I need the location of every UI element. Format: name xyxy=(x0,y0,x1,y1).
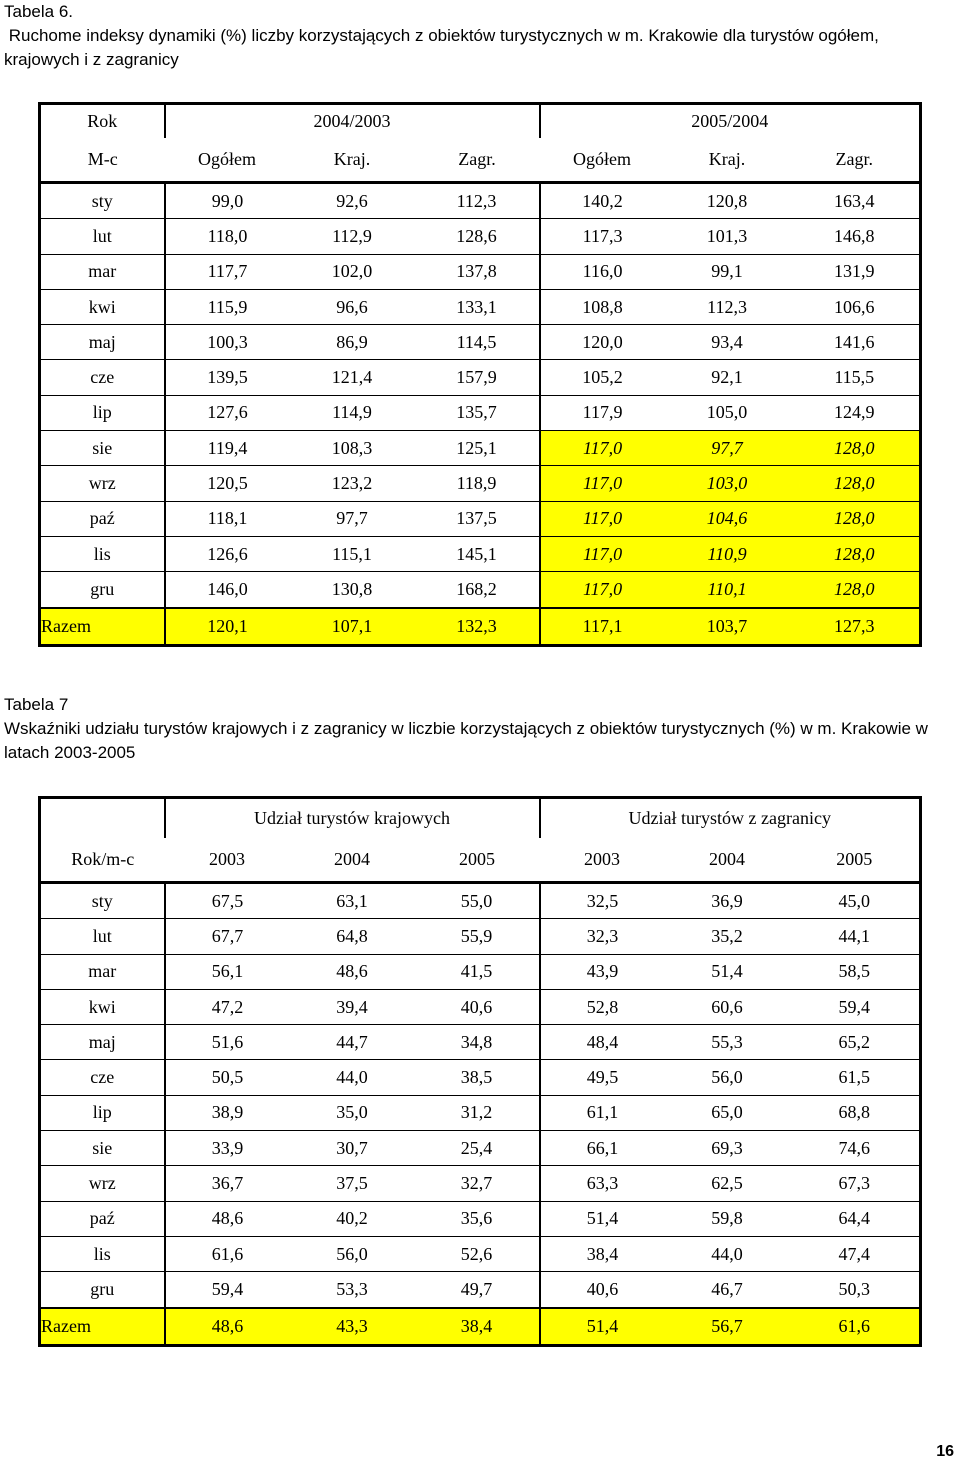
value-cell: 50,5 xyxy=(165,1060,290,1095)
total-value-cell: 103,7 xyxy=(665,608,790,646)
total-value-cell: 132,3 xyxy=(415,608,540,646)
value-cell: 39,4 xyxy=(290,989,415,1024)
value-cell: 97,7 xyxy=(665,431,790,466)
value-cell: 33,9 xyxy=(165,1131,290,1166)
value-cell: 61,5 xyxy=(790,1060,921,1095)
total-value-cell: 120,1 xyxy=(165,608,290,646)
table7-corner xyxy=(40,798,165,839)
value-cell: 112,3 xyxy=(665,289,790,324)
value-cell: 48,6 xyxy=(165,1201,290,1236)
table-row xyxy=(40,183,921,219)
value-cell: 64,8 xyxy=(290,919,415,954)
value-cell: 63,1 xyxy=(290,883,415,919)
value-cell: 128,6 xyxy=(415,219,540,254)
value-cell: 130,8 xyxy=(290,572,415,608)
month-cell: gru xyxy=(40,572,165,608)
value-cell: 116,0 xyxy=(540,254,665,289)
table7-group-1: Udział turystów krajowych xyxy=(165,798,540,839)
total-value-cell: 56,7 xyxy=(665,1308,790,1346)
table6-col-header: Kraj. xyxy=(290,138,415,183)
value-cell: 53,3 xyxy=(290,1272,415,1308)
value-cell: 139,5 xyxy=(165,360,290,395)
month-cell: kwi xyxy=(40,289,165,324)
table7 xyxy=(38,796,922,1347)
table-row xyxy=(40,1272,921,1308)
table6-month-label: M-c xyxy=(40,138,165,183)
value-cell: 117,0 xyxy=(540,501,665,536)
month-cell: paź xyxy=(40,1201,165,1236)
value-cell: 32,3 xyxy=(540,919,665,954)
table6-col-header: Zagr. xyxy=(415,138,540,183)
table-row xyxy=(40,1095,921,1130)
month-cell: wrz xyxy=(40,1166,165,1201)
table-row xyxy=(40,1201,921,1236)
value-cell: 112,3 xyxy=(415,183,540,219)
total-label: Razem xyxy=(40,608,165,646)
value-cell: 100,3 xyxy=(165,325,290,360)
value-cell: 50,3 xyxy=(790,1272,921,1308)
value-cell: 108,8 xyxy=(540,289,665,324)
value-cell: 74,6 xyxy=(790,1131,921,1166)
total-value-cell: 43,3 xyxy=(290,1308,415,1346)
table-row xyxy=(40,572,921,608)
total-label: Razem xyxy=(40,1308,165,1346)
value-cell: 67,5 xyxy=(165,883,290,919)
table-row xyxy=(40,1131,921,1166)
table7-col-header: 2003 xyxy=(540,838,665,883)
table-row xyxy=(40,395,921,430)
value-cell: 60,6 xyxy=(665,989,790,1024)
value-cell: 117,3 xyxy=(540,219,665,254)
month-cell: lut xyxy=(40,219,165,254)
value-cell: 67,7 xyxy=(165,919,290,954)
value-cell: 128,0 xyxy=(790,572,921,608)
value-cell: 128,0 xyxy=(790,536,921,571)
value-cell: 48,4 xyxy=(540,1025,665,1060)
month-cell: sty xyxy=(40,183,165,219)
total-value-cell: 51,4 xyxy=(540,1308,665,1346)
table-row xyxy=(40,954,921,989)
value-cell: 137,5 xyxy=(415,501,540,536)
month-cell: cze xyxy=(40,360,165,395)
total-value-cell: 38,4 xyxy=(415,1308,540,1346)
month-cell: lip xyxy=(40,1095,165,1130)
table-row xyxy=(40,325,921,360)
value-cell: 55,0 xyxy=(415,883,540,919)
value-cell: 52,8 xyxy=(540,989,665,1024)
value-cell: 51,4 xyxy=(665,954,790,989)
value-cell: 38,9 xyxy=(165,1095,290,1130)
value-cell: 38,5 xyxy=(415,1060,540,1095)
table-row xyxy=(40,989,921,1024)
value-cell: 126,6 xyxy=(165,536,290,571)
value-cell: 101,3 xyxy=(665,219,790,254)
value-cell: 102,0 xyxy=(290,254,415,289)
value-cell: 68,8 xyxy=(790,1095,921,1130)
value-cell: 65,0 xyxy=(665,1095,790,1130)
value-cell: 168,2 xyxy=(415,572,540,608)
value-cell: 52,6 xyxy=(415,1236,540,1271)
value-cell: 40,6 xyxy=(415,989,540,1024)
table-row xyxy=(40,501,921,536)
value-cell: 141,6 xyxy=(790,325,921,360)
value-cell: 118,0 xyxy=(165,219,290,254)
table6-col-header: Ogółem xyxy=(540,138,665,183)
month-cell: lis xyxy=(40,1236,165,1271)
value-cell: 35,6 xyxy=(415,1201,540,1236)
value-cell: 117,0 xyxy=(540,431,665,466)
value-cell: 61,6 xyxy=(165,1236,290,1271)
value-cell: 32,7 xyxy=(415,1166,540,1201)
table-row xyxy=(40,289,921,324)
table-row xyxy=(40,1166,921,1201)
value-cell: 117,0 xyxy=(540,536,665,571)
value-cell: 66,1 xyxy=(540,1131,665,1166)
total-value-cell: 61,6 xyxy=(790,1308,921,1346)
value-cell: 133,1 xyxy=(415,289,540,324)
value-cell: 34,8 xyxy=(415,1025,540,1060)
table6-col-header: Kraj. xyxy=(665,138,790,183)
value-cell: 110,9 xyxy=(665,536,790,571)
value-cell: 48,6 xyxy=(290,954,415,989)
value-cell: 105,2 xyxy=(540,360,665,395)
total-row xyxy=(40,608,921,646)
value-cell: 30,7 xyxy=(290,1131,415,1166)
value-cell: 120,0 xyxy=(540,325,665,360)
value-cell: 93,4 xyxy=(665,325,790,360)
value-cell: 44,0 xyxy=(290,1060,415,1095)
table7-month-label: Rok/m-c xyxy=(40,838,165,883)
value-cell: 108,3 xyxy=(290,431,415,466)
value-cell: 117,0 xyxy=(540,572,665,608)
table7-col-header: 2005 xyxy=(790,838,921,883)
table-row xyxy=(40,219,921,254)
month-cell: sie xyxy=(40,431,165,466)
table7-col-header: 2005 xyxy=(415,838,540,883)
table-row xyxy=(40,431,921,466)
value-cell: 56,0 xyxy=(665,1060,790,1095)
month-cell: mar xyxy=(40,954,165,989)
table7-col-header: 2004 xyxy=(290,838,415,883)
table6-period-2: 2005/2004 xyxy=(691,111,769,131)
value-cell: 40,2 xyxy=(290,1201,415,1236)
value-cell: 112,9 xyxy=(290,219,415,254)
value-cell: 99,1 xyxy=(665,254,790,289)
total-value-cell: 107,1 xyxy=(290,608,415,646)
value-cell: 63,3 xyxy=(540,1166,665,1201)
month-cell: mar xyxy=(40,254,165,289)
value-cell: 92,6 xyxy=(290,183,415,219)
value-cell: 105,0 xyxy=(665,395,790,430)
value-cell: 110,1 xyxy=(665,572,790,608)
value-cell: 140,2 xyxy=(540,183,665,219)
value-cell: 35,0 xyxy=(290,1095,415,1130)
value-cell: 56,1 xyxy=(165,954,290,989)
value-cell: 135,7 xyxy=(415,395,540,430)
month-cell: wrz xyxy=(40,466,165,501)
total-value-cell: 127,3 xyxy=(790,608,921,646)
value-cell: 121,4 xyxy=(290,360,415,395)
table-row xyxy=(40,466,921,501)
value-cell: 119,4 xyxy=(165,431,290,466)
table6-title: Tabela 6. xyxy=(4,2,73,21)
month-cell: cze xyxy=(40,1060,165,1095)
value-cell: 118,9 xyxy=(415,466,540,501)
value-cell: 117,7 xyxy=(165,254,290,289)
value-cell: 45,0 xyxy=(790,883,921,919)
value-cell: 128,0 xyxy=(790,431,921,466)
month-cell: lut xyxy=(40,919,165,954)
month-cell: lip xyxy=(40,395,165,430)
month-cell: paź xyxy=(40,501,165,536)
total-row xyxy=(40,1308,921,1346)
month-cell: lis xyxy=(40,536,165,571)
value-cell: 157,9 xyxy=(415,360,540,395)
value-cell: 67,3 xyxy=(790,1166,921,1201)
value-cell: 64,4 xyxy=(790,1201,921,1236)
value-cell: 44,7 xyxy=(290,1025,415,1060)
value-cell: 44,1 xyxy=(790,919,921,954)
value-cell: 104,6 xyxy=(665,501,790,536)
value-cell: 106,6 xyxy=(790,289,921,324)
table-row xyxy=(40,919,921,954)
table6-period-1: 2004/2003 xyxy=(165,104,540,139)
table-row xyxy=(40,536,921,571)
value-cell: 118,1 xyxy=(165,501,290,536)
value-cell: 61,1 xyxy=(540,1095,665,1130)
value-cell: 56,0 xyxy=(290,1236,415,1271)
table7-caption xyxy=(4,693,954,765)
value-cell: 92,1 xyxy=(665,360,790,395)
table6-subtitle: Ruchome indeksy dynamiki (%) liczby korzystających z obiektów turystycznych w m. Krakowie dla turystów ogółem, krajowych i z zagranicy xyxy=(4,26,884,69)
value-cell: 32,5 xyxy=(540,883,665,919)
table-row xyxy=(40,883,921,919)
value-cell: 124,9 xyxy=(790,395,921,430)
table7-col-header: 2003 xyxy=(165,838,290,883)
month-cell: maj xyxy=(40,1025,165,1060)
value-cell: 115,9 xyxy=(165,289,290,324)
value-cell: 117,9 xyxy=(540,395,665,430)
value-cell: 65,2 xyxy=(790,1025,921,1060)
value-cell: 40,6 xyxy=(540,1272,665,1308)
value-cell: 47,4 xyxy=(790,1236,921,1271)
page-number: 16 xyxy=(936,1443,954,1460)
value-cell: 47,2 xyxy=(165,989,290,1024)
total-value-cell: 48,6 xyxy=(165,1308,290,1346)
value-cell: 59,4 xyxy=(790,989,921,1024)
value-cell: 62,5 xyxy=(665,1166,790,1201)
value-cell: 58,5 xyxy=(790,954,921,989)
value-cell: 36,9 xyxy=(665,883,790,919)
value-cell: 99,0 xyxy=(165,183,290,219)
value-cell: 115,1 xyxy=(290,536,415,571)
table-row xyxy=(40,360,921,395)
table7-title: Tabela 7 xyxy=(4,695,69,714)
table6-caption xyxy=(4,0,954,72)
month-cell: gru xyxy=(40,1272,165,1308)
month-cell: maj xyxy=(40,325,165,360)
value-cell: 59,8 xyxy=(665,1201,790,1236)
table7-subtitle: Wskaźniki udziału turystów krajowych i z zagranicy w liczbie korzystających z obiektów turystycznych (%) w m. Krakowie w latach 2003-2005 xyxy=(4,719,928,762)
table6 xyxy=(38,102,922,647)
month-cell: sty xyxy=(40,883,165,919)
value-cell: 36,7 xyxy=(165,1166,290,1201)
value-cell: 146,0 xyxy=(165,572,290,608)
value-cell: 51,4 xyxy=(540,1201,665,1236)
total-value-cell: 117,1 xyxy=(540,608,665,646)
value-cell: 35,2 xyxy=(665,919,790,954)
value-cell: 69,3 xyxy=(665,1131,790,1166)
value-cell: 96,6 xyxy=(290,289,415,324)
value-cell: 145,1 xyxy=(415,536,540,571)
value-cell: 146,8 xyxy=(790,219,921,254)
value-cell: 114,9 xyxy=(290,395,415,430)
value-cell: 114,5 xyxy=(415,325,540,360)
value-cell: 128,0 xyxy=(790,466,921,501)
table-row xyxy=(40,1060,921,1095)
value-cell: 120,8 xyxy=(665,183,790,219)
value-cell: 41,5 xyxy=(415,954,540,989)
table7-col-header: 2004 xyxy=(665,838,790,883)
table-row xyxy=(40,1236,921,1271)
table6-year-label: Rok xyxy=(40,104,165,139)
value-cell: 137,8 xyxy=(415,254,540,289)
value-cell: 38,4 xyxy=(540,1236,665,1271)
table6-col-header: Ogółem xyxy=(165,138,290,183)
value-cell: 49,7 xyxy=(415,1272,540,1308)
value-cell: 86,9 xyxy=(290,325,415,360)
table-row xyxy=(40,1025,921,1060)
value-cell: 131,9 xyxy=(790,254,921,289)
value-cell: 49,5 xyxy=(540,1060,665,1095)
value-cell: 46,7 xyxy=(665,1272,790,1308)
value-cell: 59,4 xyxy=(165,1272,290,1308)
value-cell: 55,9 xyxy=(415,919,540,954)
month-cell: sie xyxy=(40,1131,165,1166)
value-cell: 117,0 xyxy=(540,466,665,501)
value-cell: 128,0 xyxy=(790,501,921,536)
value-cell: 55,3 xyxy=(665,1025,790,1060)
table6-col-header: Zagr. xyxy=(790,138,921,183)
value-cell: 127,6 xyxy=(165,395,290,430)
value-cell: 51,6 xyxy=(165,1025,290,1060)
value-cell: 103,0 xyxy=(665,466,790,501)
table7-group-2: Udział turystów z zagranicy xyxy=(628,808,831,828)
value-cell: 25,4 xyxy=(415,1131,540,1166)
table-row xyxy=(40,254,921,289)
value-cell: 115,5 xyxy=(790,360,921,395)
value-cell: 123,2 xyxy=(290,466,415,501)
month-cell: kwi xyxy=(40,989,165,1024)
value-cell: 31,2 xyxy=(415,1095,540,1130)
value-cell: 37,5 xyxy=(290,1166,415,1201)
value-cell: 125,1 xyxy=(415,431,540,466)
value-cell: 97,7 xyxy=(290,501,415,536)
value-cell: 163,4 xyxy=(790,183,921,219)
value-cell: 44,0 xyxy=(665,1236,790,1271)
value-cell: 43,9 xyxy=(540,954,665,989)
value-cell: 120,5 xyxy=(165,466,290,501)
